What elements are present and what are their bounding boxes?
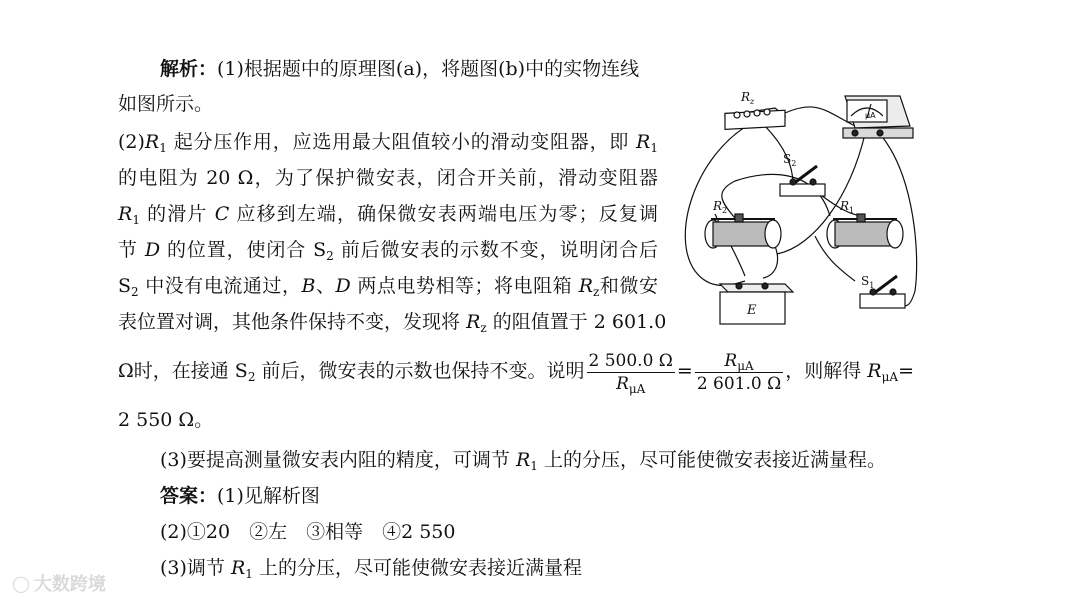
solution-line: $(2)R_1$ 起分压作用，应选用最大阻值较小的滑动变阻器，即 $R_1$ [118, 131, 658, 155]
solution-line: $S_2$ 中没有电流通过，B、D 两点电势相等；将电阻箱 $R_z$和微安 [118, 275, 658, 299]
solution-line: (3)要提高测量微安表内阻的精度，可调节 $R_1$ 上的分压，尽可能使微安表接近满量程。 [160, 449, 886, 473]
battery [720, 283, 793, 324]
svg-text:S2: $S_2$ [783, 152, 797, 168]
solution-line: 节 D 的位置，使闭合 $S_2$ 前后微安表的示数不变，说明闭合后 [118, 239, 658, 263]
solution-line: 的电阻为 20 Ω，为了保护微安表，闭合开关前，滑动变阻器 [118, 167, 658, 189]
svg-text:E: E [747, 303, 757, 318]
solution-heading: 解析：(1)根据题中的原理图(a)，将题图(b)中的实物连线 [160, 58, 640, 80]
answer-line: (3)调节 $R_1$ 上的分压，尽可能使微安表接近满量程 [160, 557, 582, 581]
answer-heading: 答案：(1)见解析图 [160, 485, 320, 507]
circuit-wiring-figure [675, 86, 925, 331]
microammeter [843, 96, 913, 138]
solution-line: 2 550 Ω。 [118, 409, 214, 431]
svg-text:μA: μA [865, 111, 876, 120]
watermark: ◯ 大数跨境 [12, 573, 106, 595]
svg-text:Rz: $R_z$ [741, 90, 755, 106]
fraction-left: $\frac{2 500.0 \Omega}{R_{\mu A}}$ [588, 350, 673, 396]
rheostat-r2 [705, 214, 781, 248]
solution-line: 表位置对调，其他条件保持不变，发现将 $R_z$ 的阻值置于 2 601.0 [118, 311, 667, 335]
answer-line: (2)①20 ②左 ③相等 ④2 550 [160, 521, 456, 543]
solution-line-with-fraction: Ω时，在接通 $S_2$ 前后，微安表的示数也保持不变。说明 $\frac{2 500.0 \Omega}{R_{\mu A}}$ = $\frac{R_{\mu A}}{2 601.0 \Omega}$ ，则解得 $R_{\mu A}=$ [118, 350, 914, 396]
watermark-logo-icon: ◯ [12, 573, 30, 593]
solution-line: $R_1$ 的滑片 C 应移到左端，确保微安表两端电压为零；反复调 [118, 203, 658, 227]
resistance-box [725, 108, 785, 129]
rheostat-r1 [827, 214, 903, 248]
svg-text:R1: $R_1$ [840, 199, 855, 215]
fraction-right: $\frac{R_{\mu A}}{2 601.0 \Omega}$ [696, 350, 782, 394]
svg-text:S1: $S_1$ [861, 274, 875, 290]
solution-line: 如图所示。 [118, 93, 214, 115]
svg-text:R2: $R_2$ [713, 199, 728, 215]
